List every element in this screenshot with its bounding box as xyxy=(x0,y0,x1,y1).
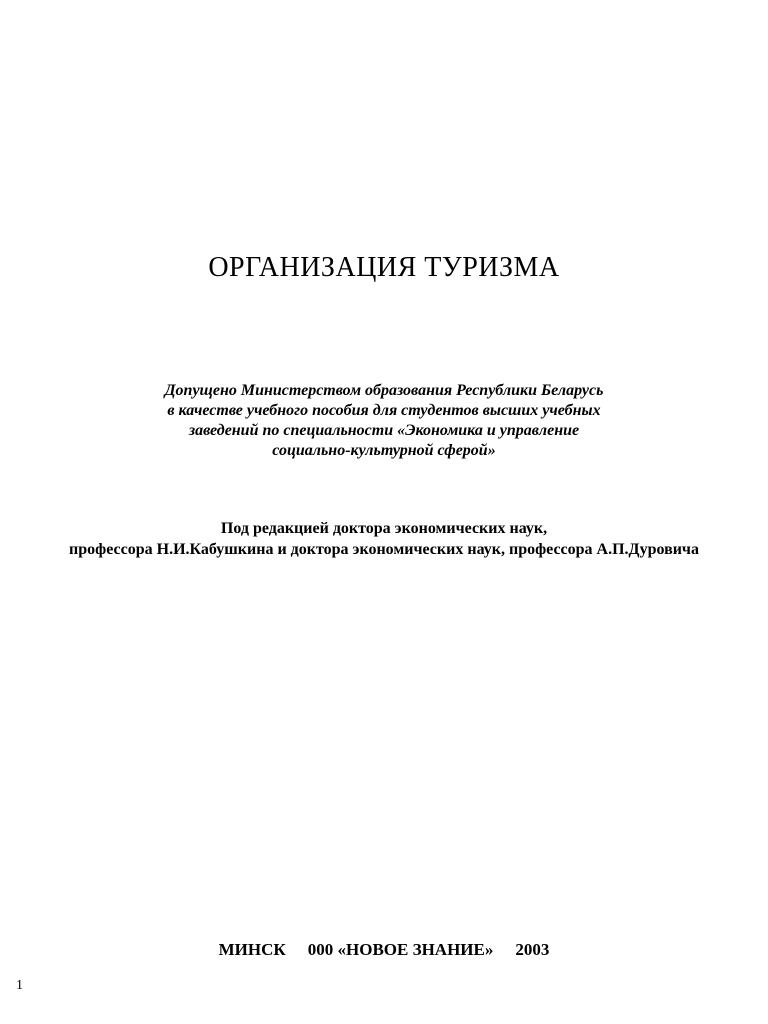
imprint-publisher: 000 «НОВОЕ ЗНАНИЕ» xyxy=(307,940,494,959)
approval-line: заведений по специальности «Экономика и управление xyxy=(188,422,580,439)
approval-line: Допущено Министерством образования Республики Беларусь xyxy=(164,382,604,399)
approval-line: в качестве учебного пособия для студентов высших учебных xyxy=(167,402,601,419)
editors-statement xyxy=(0,518,768,560)
approval-line: социально-культурной сферой» xyxy=(272,442,496,459)
document-title: ОРГАНИЗАЦИЯ ТУРИЗМА xyxy=(208,252,560,283)
approval-statement xyxy=(0,381,768,461)
editors-line: профессора Н.И.Кабушкина и доктора экономических наук, профессора А.П.Дуровича xyxy=(69,541,699,558)
page-number: 1 xyxy=(16,978,23,993)
imprint-city: МИНСК xyxy=(218,940,286,959)
imprint-year: 2003 xyxy=(515,940,550,959)
imprint xyxy=(0,939,768,961)
editors-line: Под редакцией доктора экономических наук, xyxy=(220,520,548,537)
